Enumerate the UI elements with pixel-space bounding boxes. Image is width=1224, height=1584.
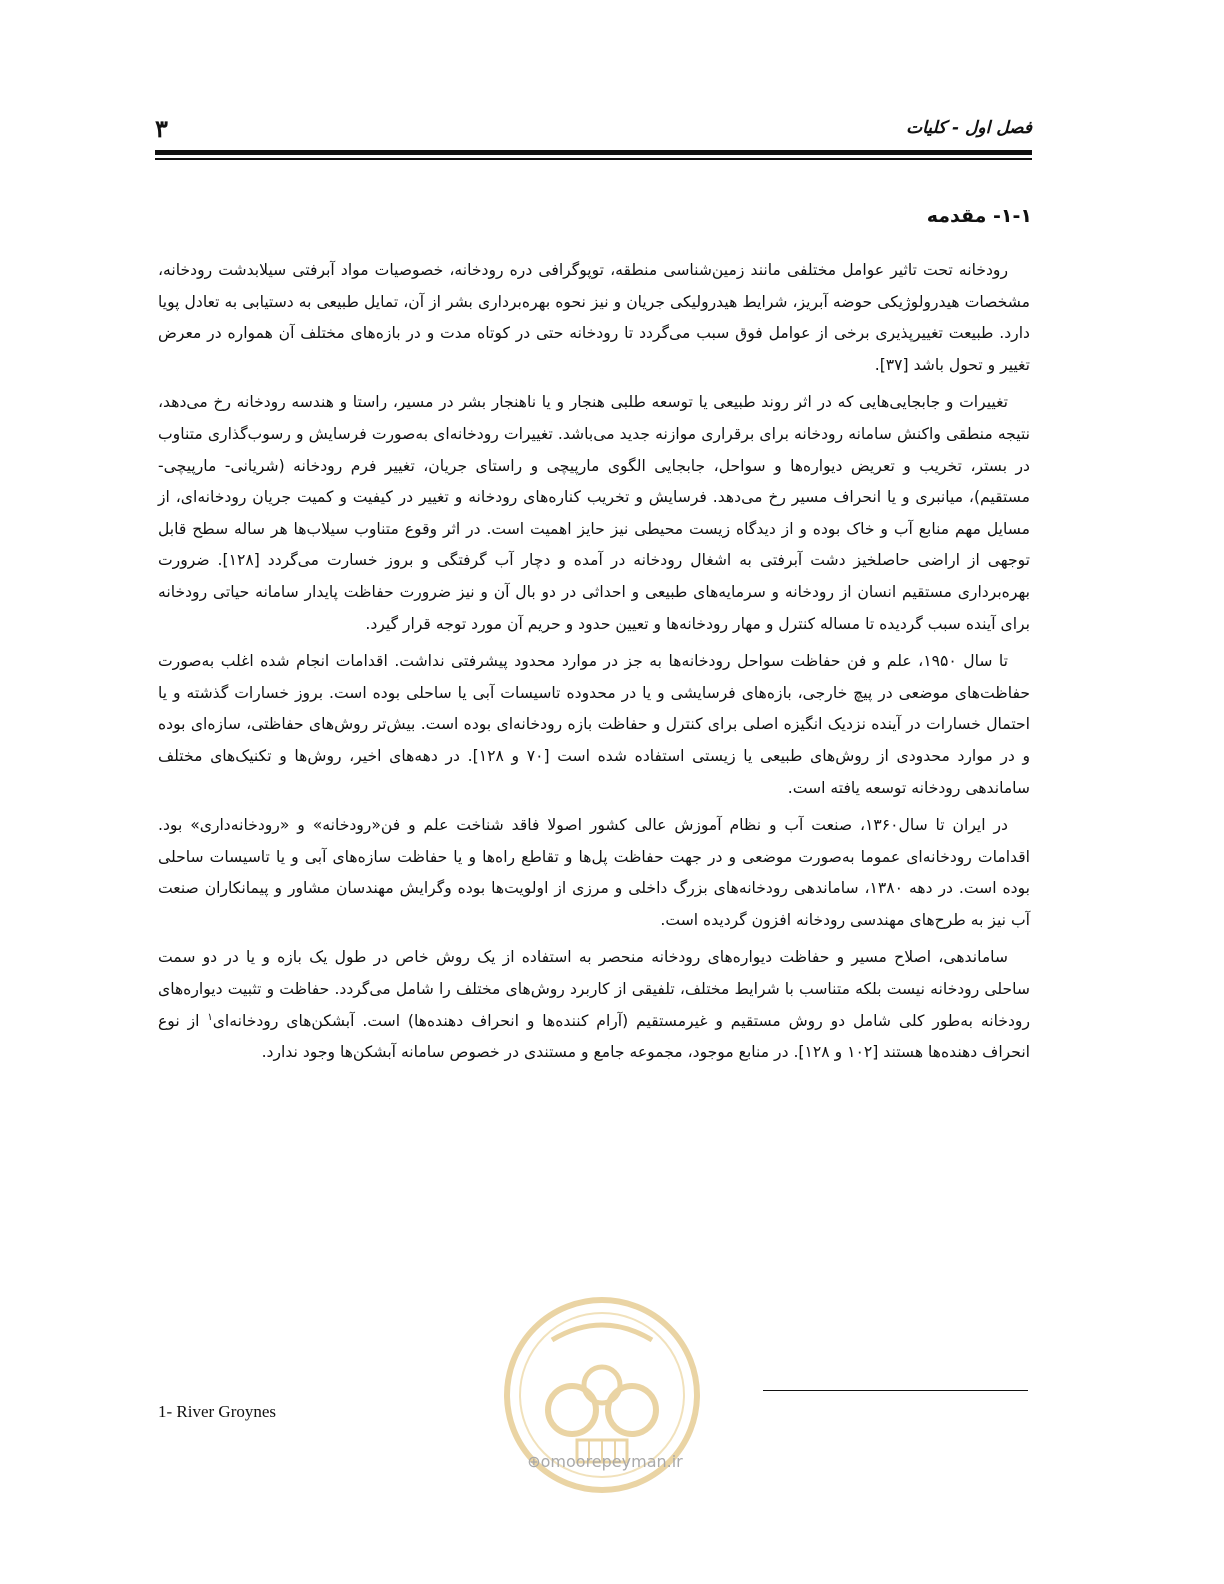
page-header bbox=[155, 114, 1032, 144]
paragraph-5 bbox=[158, 942, 1030, 1068]
paragraph-5-text-b: از نوع انحراف دهنده‌ها هستند [۱۰۲ و ۱۲۸]. در منابع موجود، مجموعه جامع و مستندی در خصوص سامانه آبشکن‌ها وجود ندارد. bbox=[158, 1011, 1030, 1062]
paragraph-4: در ایران تا سال۱۳۶۰، صنعت آب و نظام آموزش عالی کشور اصولا فاقد شناخت علم و فن«رودخانه» و «رودخانه‌داری» بود. اقدامات رودخانه‌ای عموما به‌صورت موضعی و در جهت حفاظت پل‌ها و تقاطع راه‌ها و یا حفاظت سازه‌های آبی و یا تاسیسات ساحلی بوده است. در دهه ۱۳۸۰، ساماندهی رودخانه‌های بزرگ داخلی و مرزی از اولویت‌ها بوده وگرایش مهندسان مشاور و پیمانکاران صنعت آب نیز به طرح‌های مهندسی رودخانه افزون گردیده است. bbox=[158, 816, 1030, 929]
body-text bbox=[158, 255, 1030, 1075]
paragraph-1: رودخانه تحت تاثیر عوامل مختلفی مانند زمین‌شناسی منطقه، توپوگرافی دره رودخانه، خصوصیات مواد آبرفتی سیلابدشت رودخانه، مشخصات هیدرولوژیکی حوضه آبریز، شرایط هیدرولیکی جریان و نیز نحوه بهره‌برداری بشر از آن، تمایل طبیعی به دستیابی به تعادل پویا دارد. طبیعت تغییرپذیری برخی از عوامل فوق سبب می‌گردد تا رودخانه حتی در کوتاه مدت و در بازه‌های مختلف آن همواره در معرض تغییر و تحول باشد [۳۷]. bbox=[158, 261, 1030, 374]
paragraph-2: تغییرات و جابجایی‌هایی که در اثر روند طبیعی یا توسعه طلبی هنجار و یا ناهنجار بشر در مسیر، راستا و هندسه رودخانه رخ می‌دهد، نتیجه منطقی واکنش سامانه رودخانه برای برقراری موازنه جدید می‌باشد. تغییرات رودخانه‌ای به‌صورت فرسایش و رسوب‌گذاری متناوب در بستر، تخریب و تعریض دیواره‌ها و سواحل، جابجایی الگوی مارپیچی و راستای جریان، تغییر فرم رودخانه (شریانی- مارپیچی- مستقیم)، میانبری و یا انحراف مسیر رخ می‌دهد. فرسایش و تخریب کناره‌های رودخانه و تغییر در کیفیت و کمیت جریان رودخانه‌ای، از مسایل مهم منابع آب و خاک بوده و از دیدگاه زیست محیطی نیز حایز اهمیت است. در اثر وقوع متناوب سیلاب‌ها هر ساله سطح قابل توجهی از اراضی حاصلخیز دشت آبرفتی به اشغال رودخانه در آمده و دچار آب گرفتگی و بروز خسارت می‌گردد [۱۲۸]. ضرورت بهره‌برداری مستقیم انسان از رودخانه و سرمایه‌های طبیعی و احداثی در دو بال آن و نیز ضرورت حفاظت پایدار سامانه حیاتی رودخانه برای آینده سبب گردیده تا مساله کنترل و مهار رودخانه‌ها و تعیین حدود و حریم آن مورد توجه قرار گیرد. bbox=[158, 393, 1030, 633]
paragraph-5-text-a: ساماندهی، اصلاح مسیر و حفاظت دیواره‌های رودخانه منحصر به استفاده از یک روش خاص در طول یک بازه و یا در دو سمت ساحلی رودخانه نیست بلکه متناسب با شرایط مختلف، تلفیقی از کاربرد روش‌های مختلف را شامل می‌گردد. حفاظت و تثبیت دیواره‌های رودخانه به‌طور کلی شامل دو روش مستقیم و غیرمستقیم (آرام کننده‌ها و انحراف دهنده‌ها) است. آبشکن‌های رودخانه‌ای bbox=[158, 948, 1030, 1030]
watermark-url bbox=[510, 1452, 700, 1471]
paragraph-3: تا سال ۱۹۵۰، علم و فن حفاظت سواحل رودخانه‌ها به جز در موارد محدود پیشرفتی نداشت. اقدامات انجام شده اغلب به‌صورت حفاظت‌های موضعی در پیچ خارجی، بازه‌های فرسایشی و یا در محدوده تاسیسات آبی یا ساحلی بوده است. بروز خسارات گذشته و یا احتمال خسارات در آینده نزدیک انگیزه اصلی برای کنترل و حفاظت بازه رودخانه‌ای بوده است. بیش‌تر روش‌های حفاظتی، سازه‌ای بوده و در موارد محدودی از روش‌های طبیعی یا زیستی استفاده شده است [۷۰ و ۱۲۸]. در دهه‌های اخیر، روش‌ها و تکنیک‌های مختلف ساماندهی رودخانه توسعه یافته است. bbox=[158, 652, 1030, 797]
watermark-url-text: omoorepeyman.ir bbox=[540, 1452, 683, 1471]
header-rule-thick bbox=[155, 150, 1032, 155]
section-heading: ۱-۱- مقدمه bbox=[926, 205, 1032, 227]
footnote-rule bbox=[763, 1390, 1028, 1391]
footnote-ref: ۱ bbox=[207, 1011, 213, 1023]
chapter-title: فصل اول - کلیات bbox=[906, 118, 1032, 138]
page-number: ۳ bbox=[155, 114, 168, 143]
globe-icon: ⊕ bbox=[527, 1452, 541, 1471]
header-rule-thin bbox=[155, 158, 1032, 160]
footnote: 1- River Groynes bbox=[158, 1402, 277, 1421]
